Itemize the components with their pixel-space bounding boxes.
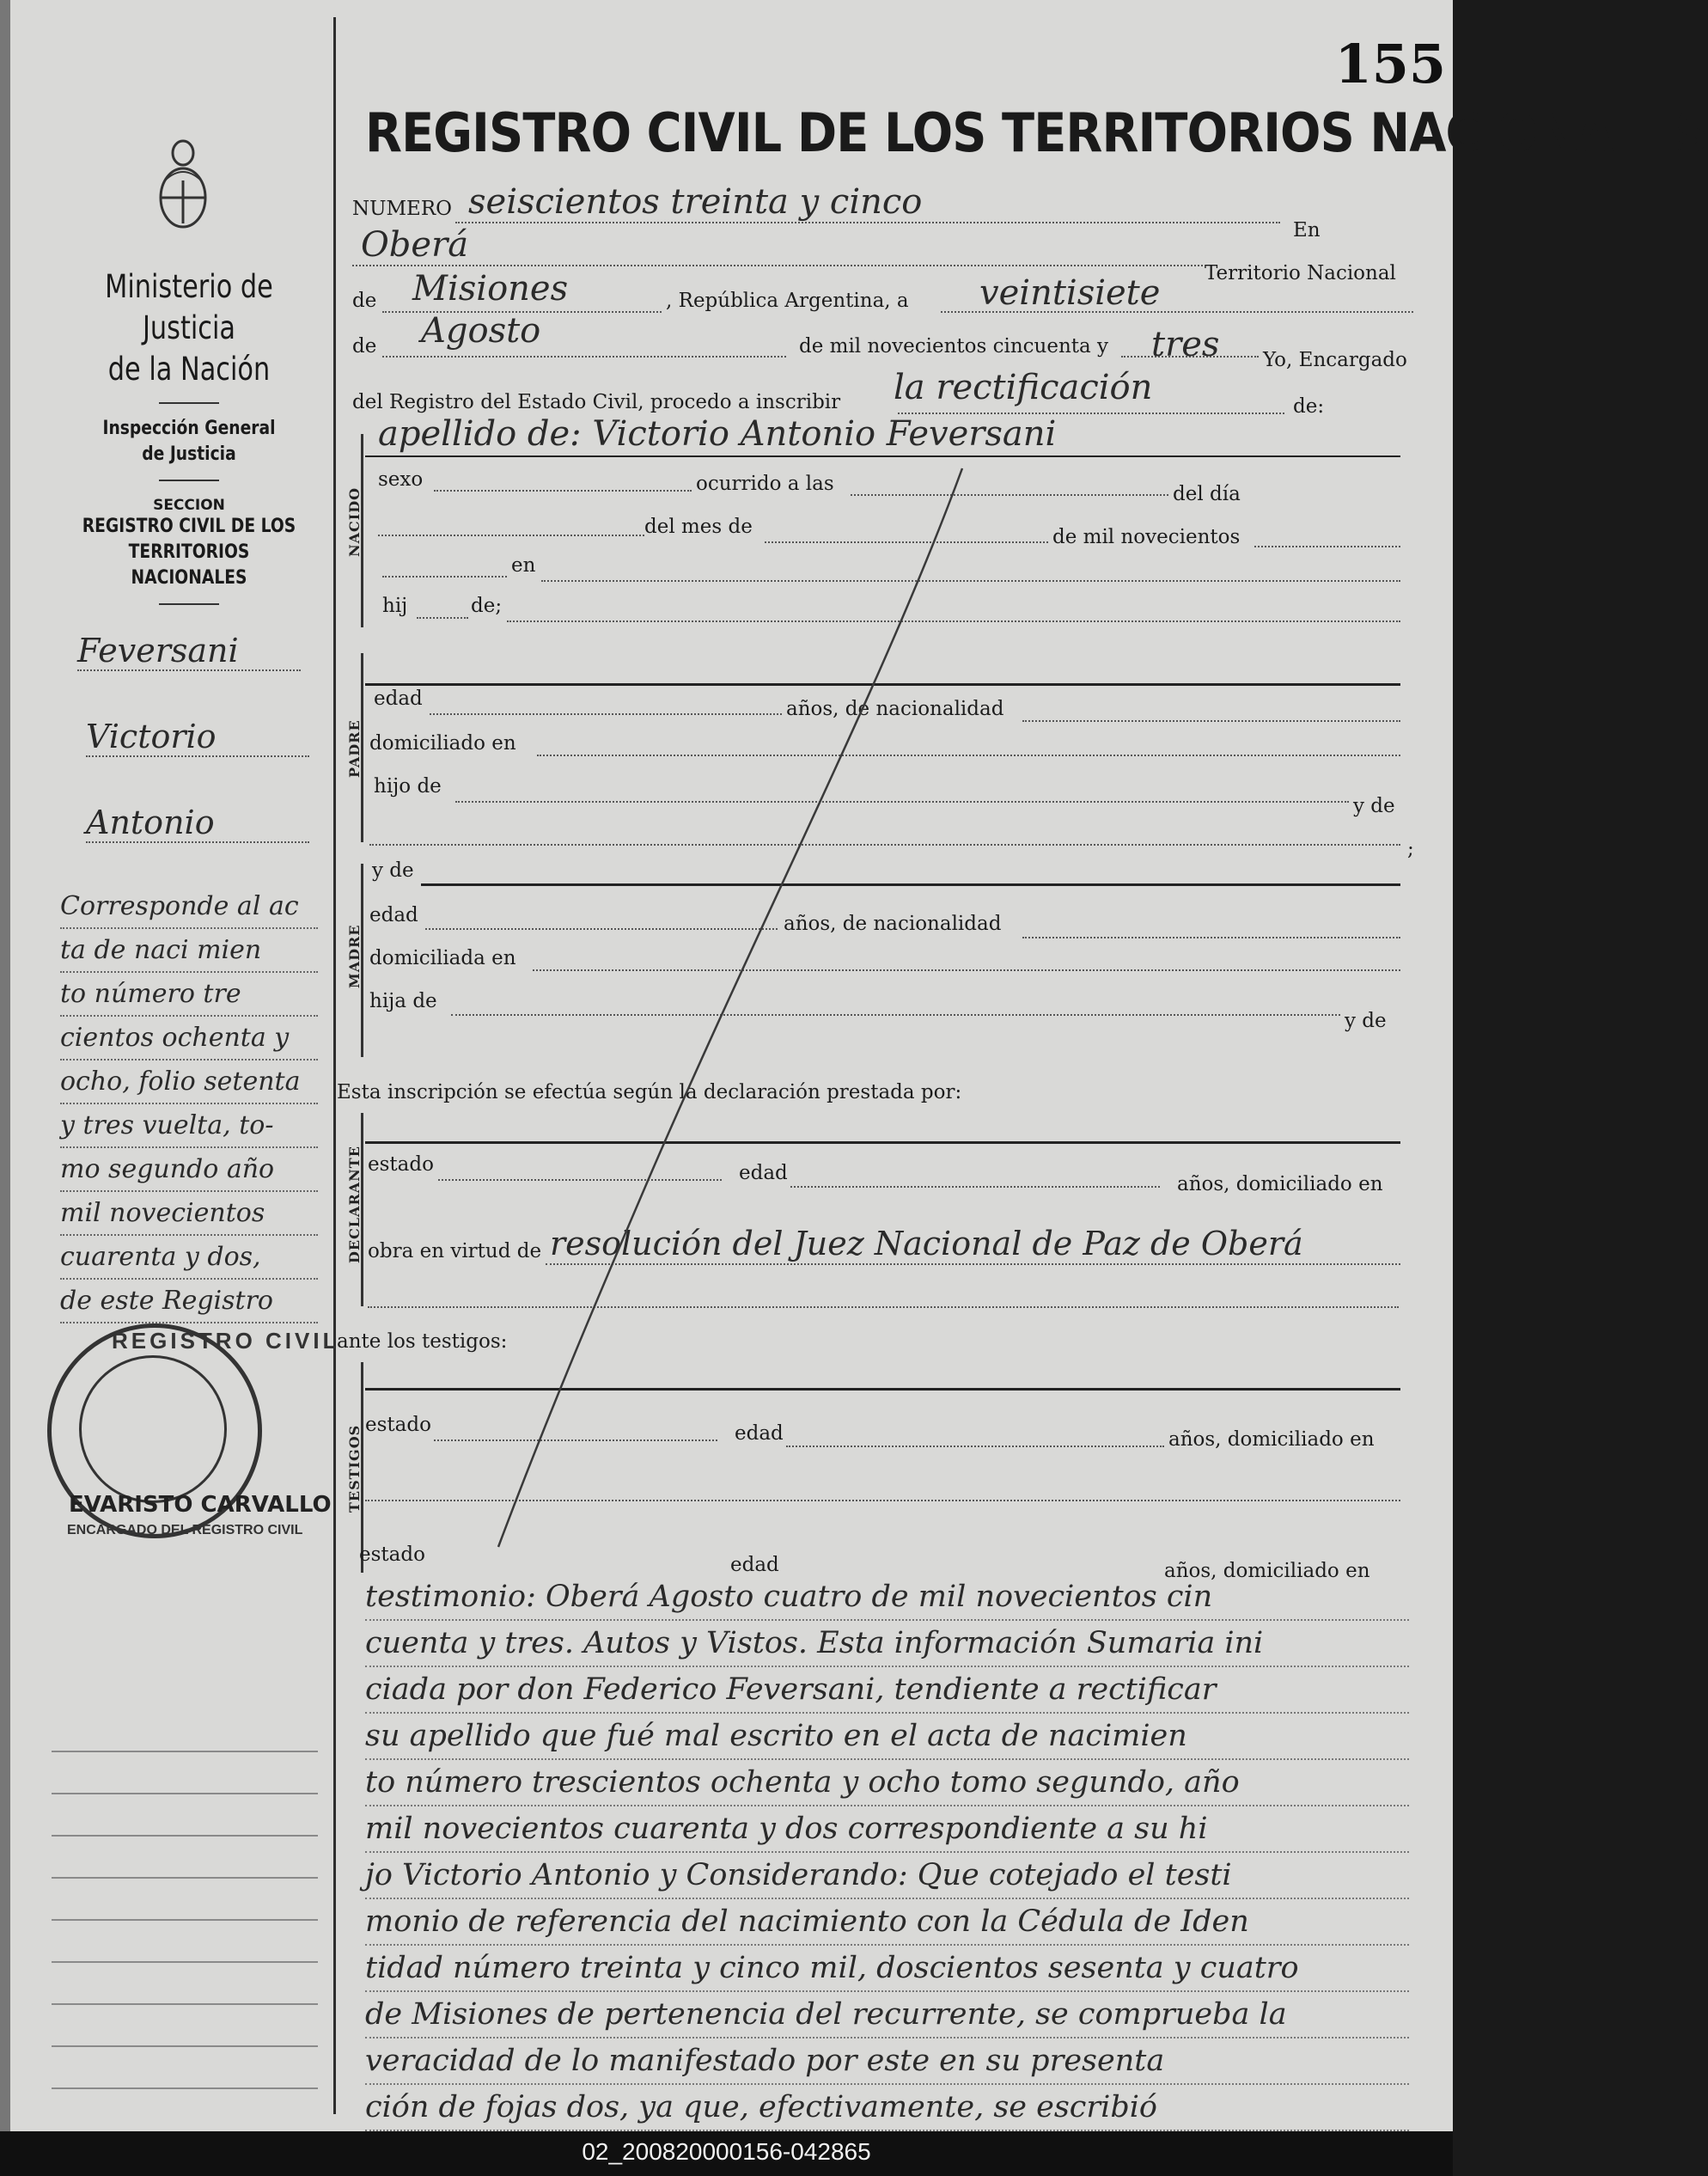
page-number: 155 xyxy=(1334,33,1446,95)
republica-label: , República Argentina, a xyxy=(666,290,909,312)
ministry-header xyxy=(52,266,326,605)
field-line xyxy=(1022,720,1400,722)
madre-edad-label: edad xyxy=(369,904,418,926)
divider xyxy=(159,480,219,481)
registro-label: del Registro del Estado Civil, procedo a inscribir xyxy=(352,391,841,413)
testigo-anos-label: años, domiciliado en xyxy=(1168,1428,1375,1451)
testimony-line: de Misiones de pertenencia del recurrente, se comprueba la xyxy=(365,1992,1409,2038)
nacido-section-label: NACIDO xyxy=(346,486,363,557)
field-line xyxy=(1254,546,1400,547)
margin-note-line: y tres vuelta, to- xyxy=(60,1104,318,1148)
territorio-label: Territorio Nacional xyxy=(1205,262,1396,284)
ministry-line-1: Ministerio de Justicia xyxy=(105,268,273,346)
day-value: veintisiete xyxy=(979,273,1161,313)
numero-value: seiscientos treinta y cinco xyxy=(468,182,923,222)
testimony-line: ción de fojas dos, ya que, efectivamente, se escribió xyxy=(365,2085,1409,2131)
place-line xyxy=(352,265,1203,266)
subject-value: apellido de: Victorio Antonio Feversani xyxy=(378,414,1057,454)
testigo-estado-label: estado xyxy=(365,1414,431,1436)
margin-note-line: ta de naci mien xyxy=(60,929,318,973)
testimony-line: jo Victorio Antonio y Considerando: Que cotejado el testi xyxy=(365,1853,1409,1899)
semicolon: ; xyxy=(1407,838,1414,860)
testigo2-anos-label: años, domiciliado en xyxy=(1164,1560,1370,1582)
field-line xyxy=(1022,937,1400,938)
madre-section-label: MADRE xyxy=(346,924,363,988)
inscribe-value: la rectificación xyxy=(894,368,1153,407)
de-label: de xyxy=(352,290,377,312)
domiciliada-label: domiciliada en xyxy=(369,947,516,969)
yo-label: Yo, Encargado xyxy=(1263,349,1407,371)
margin-given-name-1: Victorio xyxy=(86,718,309,757)
obra-value: resolución del Juez Nacional de Paz de Oberá xyxy=(550,1225,1303,1262)
testimony-line: mil novecientos cuarenta y dos correspondiente a su hi xyxy=(365,1806,1409,1853)
en-label: en xyxy=(511,554,536,577)
edad-label: edad xyxy=(374,688,423,710)
national-crest-icon xyxy=(153,138,213,232)
year-value: tres xyxy=(1151,325,1220,364)
ocurrido-label: ocurrido a las xyxy=(696,473,834,495)
section-line-1: REGISTRO CIVIL DE LOS xyxy=(82,516,296,537)
margin-given-name-2: Antonio xyxy=(86,804,309,843)
month-value: Agosto xyxy=(421,311,541,351)
margin-note-line: mil novecientos xyxy=(60,1192,318,1236)
inspection-line-1: Inspección General xyxy=(102,418,276,439)
seal-officer-name: EVARISTO CARVALLO xyxy=(69,1492,332,1518)
margin-surname: Feversani xyxy=(77,632,301,671)
declarante-estado-label: estado xyxy=(368,1153,434,1176)
subject-line xyxy=(365,455,1400,457)
margin-note-line: to número tre xyxy=(60,973,318,1017)
hij-de-label: de; xyxy=(471,595,503,617)
margin-note xyxy=(60,885,318,1323)
de-colon-label: de: xyxy=(1293,395,1325,418)
numero-line xyxy=(455,222,1280,223)
hijo-label: hijo de xyxy=(374,775,442,798)
anos-label: años, de nacionalidad xyxy=(786,698,1004,720)
testimony-line: ciada por don Federico Feversani, tendiente a rectificar xyxy=(365,1667,1409,1714)
hij-label: hij xyxy=(382,595,408,617)
margin-note-line: cientos ochenta y xyxy=(60,1017,318,1060)
file-id: 02_200820000156-042865 xyxy=(582,2138,871,2165)
page-title: REGISTRO CIVIL DE LOS TERRITORIOS NACIONALES xyxy=(365,101,1708,164)
testigo-edad-label: edad xyxy=(735,1422,784,1445)
de-mil-label: de mil novecientos xyxy=(1052,526,1241,548)
margin-note-line: mo segundo año xyxy=(60,1148,318,1192)
ministry-line-2: de la Nación xyxy=(107,351,271,388)
de-label: de xyxy=(352,335,377,358)
margin-note-line: de este Registro xyxy=(60,1280,318,1323)
divider xyxy=(159,402,219,404)
margin-note-line: ocho, folio setenta xyxy=(60,1060,318,1104)
testimony-line: tidad número treinta y cinco mil, doscientos sesenta y cuatro xyxy=(365,1946,1409,1992)
sexo-label: sexo xyxy=(378,468,424,491)
testimony-line: su apellido que fué mal escrito en el acta de nacimien xyxy=(365,1714,1409,1760)
testimony-text xyxy=(365,1574,1409,2131)
place-value: Oberá xyxy=(361,225,469,265)
en-label: En xyxy=(1293,219,1321,241)
madre-anos-label: años, de nacionalidad xyxy=(784,913,1002,935)
declarante-anos-label: años, domiciliado en xyxy=(1177,1173,1383,1195)
testigos-label: ante los testigos: xyxy=(337,1330,508,1353)
field-line xyxy=(417,617,468,619)
domiciliado-label: domiciliado en xyxy=(369,732,516,755)
inscripcion-label: Esta inscripción se efectúa según la declaración prestada por: xyxy=(337,1081,962,1103)
testimony-line: cuenta y tres. Autos y Vistos. Esta información Sumaria ini xyxy=(365,1621,1409,1667)
page-edge xyxy=(0,0,10,2131)
testigos-section-label: TESTIGOS xyxy=(346,1424,363,1513)
del-dia-label: del día xyxy=(1173,483,1241,505)
cancellation-stroke xyxy=(481,464,979,1556)
hija-label: hija de xyxy=(369,990,437,1012)
numero-label: NUMERO xyxy=(352,198,453,220)
obra-label: obra en virtud de xyxy=(368,1240,542,1262)
testimony-line: to número trescientos ochenta y ocho tomo segundo, año xyxy=(365,1760,1409,1806)
madre-y-de-label: y de xyxy=(372,859,414,882)
margin-note-line: Corresponde al ac xyxy=(60,885,318,929)
declarante-section-label: DECLARANTE xyxy=(346,1146,363,1263)
territory-value: Misiones xyxy=(412,269,569,309)
year-label: de mil novecientos cincuenta y xyxy=(799,335,1109,358)
testimony-line: testimonio: Oberá Agosto cuatro de mil novecientos cin xyxy=(365,1574,1409,1621)
divider xyxy=(159,603,219,605)
month-line xyxy=(382,356,786,358)
y-de-label: y de xyxy=(1353,795,1395,817)
inspection-line-2: de Justicia xyxy=(142,443,236,465)
padre-section-label: PADRE xyxy=(346,719,363,778)
seal-arc-text: REGISTRO CIVIL xyxy=(112,1328,340,1354)
section-line-2: TERRITORIOS NACIONALES xyxy=(128,541,250,589)
testigo2-edad-label: edad xyxy=(730,1554,779,1576)
testimony-line: monio de referencia del nacimiento con la Cédula de Iden xyxy=(365,1899,1409,1946)
testimony-line: veracidad de lo manifestado por este en su presenta xyxy=(365,2038,1409,2085)
margin-ruled-lines xyxy=(52,1710,318,2114)
declarante-edad-label: edad xyxy=(739,1162,788,1184)
margin-note-line: cuarenta y dos, xyxy=(60,1236,318,1280)
madre-y-de2-label: y de xyxy=(1345,1010,1387,1032)
del-mes-label: del mes de xyxy=(644,516,753,538)
testigo2-estado-label: estado xyxy=(359,1543,425,1566)
seal-officer-role: ENCARGADO DEL REGISTRO CIVIL xyxy=(67,1523,303,1537)
section-label: SECCION xyxy=(153,497,225,514)
margin-divider xyxy=(333,17,336,2114)
